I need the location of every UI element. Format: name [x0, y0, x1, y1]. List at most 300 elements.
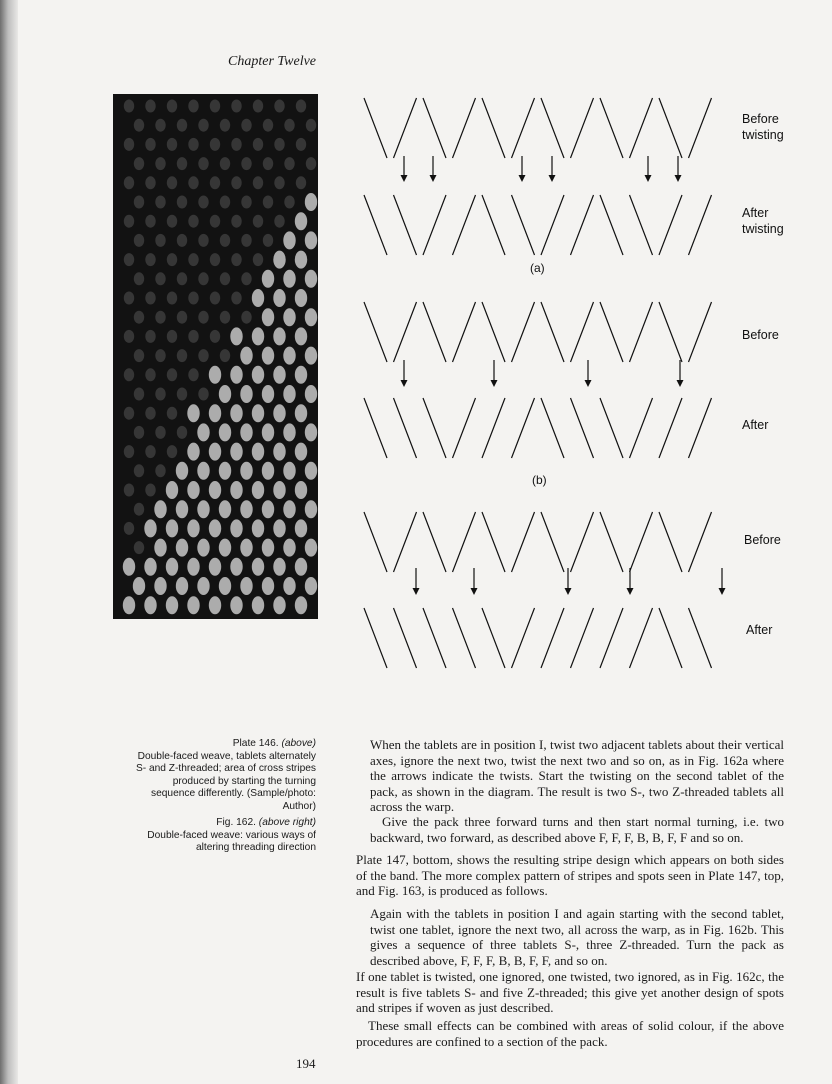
- weave-spot: [124, 330, 134, 343]
- weave-spot: [145, 484, 155, 497]
- weave-spot: [230, 404, 242, 422]
- weave-spot: [295, 404, 307, 422]
- weave-spot: [188, 215, 198, 228]
- thread-line: [453, 195, 476, 255]
- weave-spot: [145, 330, 155, 343]
- weave-spot: [134, 426, 144, 439]
- plate-label: Plate 146.: [232, 738, 279, 749]
- weave-spot: [145, 176, 155, 189]
- thread-line: [453, 302, 476, 362]
- weave-spot: [209, 596, 221, 614]
- weave-spot: [145, 292, 155, 305]
- thread-line: [423, 608, 446, 668]
- weave-spot: [253, 253, 263, 266]
- weave-spot: [145, 138, 155, 151]
- weave-spot: [210, 330, 220, 343]
- weave-spot: [262, 423, 274, 441]
- weave-spot: [231, 253, 241, 266]
- weave-spot: [177, 272, 187, 285]
- arrow-head: [645, 175, 652, 182]
- weave-spot: [295, 251, 307, 269]
- thread-line: [364, 398, 387, 458]
- weave-spot: [230, 443, 242, 461]
- weave-spot: [305, 347, 317, 365]
- thread-line: [423, 512, 446, 572]
- thread-line: [512, 195, 535, 255]
- weave-spot: [134, 388, 144, 401]
- sublabel-a: (a): [530, 261, 545, 275]
- weave-spot: [283, 539, 295, 557]
- plate-label-position: (above): [281, 738, 316, 749]
- thread-line: [689, 512, 712, 572]
- weave-spot: [305, 462, 317, 480]
- weave-spot: [198, 234, 208, 247]
- fig-label: Fig. 162.: [216, 817, 256, 828]
- weave-spot: [253, 100, 263, 113]
- caption-line: produced by starting the turning: [172, 775, 316, 787]
- woven-band-photo: [113, 94, 318, 619]
- weave-spot: [167, 100, 177, 113]
- weave-spot: [262, 270, 274, 288]
- thread-line: [689, 608, 712, 668]
- thread-line: [630, 195, 653, 255]
- weave-spot: [241, 311, 251, 324]
- weave-spot: [296, 100, 306, 113]
- weave-spot: [133, 577, 145, 595]
- weave-spot: [295, 558, 307, 576]
- weave-spot: [273, 251, 285, 269]
- weave-spot: [295, 212, 307, 230]
- weave-spot: [155, 311, 165, 324]
- weave-spot: [154, 500, 166, 518]
- arrow-head: [401, 175, 408, 182]
- thread-line: [512, 512, 535, 572]
- weave-spot: [176, 577, 188, 595]
- thread-line: [512, 608, 535, 668]
- page-number: 194: [296, 1056, 316, 1071]
- weave-spot: [124, 138, 134, 151]
- thread-line: [394, 608, 417, 668]
- weave-spot: [155, 426, 165, 439]
- weave-spot: [296, 176, 306, 189]
- weave-spot: [154, 539, 166, 557]
- weave-spot: [219, 500, 231, 518]
- weave-spot: [198, 157, 208, 170]
- weave-spot: [167, 368, 177, 381]
- caption-line: Double-faced weave: various ways of: [147, 829, 316, 841]
- weave-spot: [273, 443, 285, 461]
- thread-line: [453, 98, 476, 158]
- weave-spot: [295, 289, 307, 307]
- caption-line: Double-faced weave, tablets alternately: [137, 750, 316, 762]
- weave-spot: [305, 193, 317, 211]
- weave-spot: [231, 292, 241, 305]
- weave-spot: [144, 558, 156, 576]
- weave-spot: [134, 234, 144, 247]
- thread-line: [423, 195, 446, 255]
- weave-spot: [177, 196, 187, 209]
- weave-spot: [198, 388, 208, 401]
- weave-spot: [145, 445, 155, 458]
- weave-spot: [283, 500, 295, 518]
- thread-line: [512, 398, 535, 458]
- weave-spot: [283, 231, 295, 249]
- weave-spot: [283, 385, 295, 403]
- weave-spot: [134, 196, 144, 209]
- thread-line: [630, 512, 653, 572]
- weave-spot: [295, 327, 307, 345]
- arrow-head: [401, 380, 408, 387]
- weave-spot: [155, 119, 165, 132]
- weave-spot: [187, 481, 199, 499]
- weave-spot: [187, 596, 199, 614]
- label-after-a: After: [742, 206, 769, 220]
- weave-spot: [134, 349, 144, 362]
- thread-line: [571, 98, 594, 158]
- thread-line: [659, 512, 682, 572]
- weave-spot: [273, 481, 285, 499]
- weave-spot: [124, 522, 134, 535]
- weave-spot: [263, 196, 273, 209]
- weave-spot: [124, 407, 134, 420]
- weave-spot: [295, 481, 307, 499]
- weave-spot: [145, 253, 155, 266]
- weave-spot: [210, 138, 220, 151]
- weave-spot: [145, 368, 155, 381]
- weave-spot: [241, 119, 251, 132]
- weave-spot: [252, 327, 264, 345]
- weave-spot: [134, 503, 144, 516]
- threading-direction-diagram: [350, 88, 820, 688]
- weave-spot: [274, 100, 284, 113]
- thread-line: [600, 512, 623, 572]
- arrow-head: [491, 380, 498, 387]
- weave-spot: [167, 215, 177, 228]
- chapter-title: Chapter Twelve: [228, 54, 317, 69]
- weave-spot: [177, 349, 187, 362]
- thread-line: [453, 608, 476, 668]
- arrow-head: [471, 588, 478, 595]
- weave-spot: [252, 404, 264, 422]
- weave-spot: [188, 138, 198, 151]
- weave-spot: [177, 157, 187, 170]
- weave-spot: [231, 215, 241, 228]
- body-paragraph-6: These small effects can be combined with areas of solid colour, if the above procedures are confined to a section of the pack.: [356, 1018, 784, 1049]
- weave-spot: [219, 385, 231, 403]
- weave-spot: [252, 481, 264, 499]
- arrow-head: [413, 588, 420, 595]
- weave-spot: [262, 462, 274, 480]
- weave-spot: [210, 292, 220, 305]
- weave-spot: [295, 443, 307, 461]
- weave-spot: [252, 289, 264, 307]
- weave-spot: [262, 539, 274, 557]
- weave-spot: [124, 368, 134, 381]
- thread-line: [630, 98, 653, 158]
- thread-line: [630, 398, 653, 458]
- plate-146-caption: [104, 738, 316, 814]
- weave-spot: [295, 366, 307, 384]
- weave-spot: [134, 157, 144, 170]
- weave-spot: [230, 519, 242, 537]
- weave-spot: [197, 539, 209, 557]
- weave-spot: [210, 253, 220, 266]
- label-before-a: Before: [742, 112, 779, 126]
- thread-line: [482, 608, 505, 668]
- weave-spot: [134, 311, 144, 324]
- body-paragraph-3: Plate 147, bottom, shows the resulting stripe design which appears on both sides of the band. The more complex pattern of stripes and spots seen in Plate 147, top, and Fig. 163, is produced as follows.: [356, 852, 784, 898]
- weave-spot: [253, 138, 263, 151]
- weave-spot: [262, 500, 274, 518]
- body-paragraph-5: If one tablet is twisted, one ignored, one twisted, two ignored, as in Fig. 162c, the result is five tablets S- and five Z-threaded; this give yet another design of spots and stripes if woven as just described.: [356, 969, 784, 1015]
- weave-spot: [305, 308, 317, 326]
- weave-spot: [198, 272, 208, 285]
- thread-line: [659, 195, 682, 255]
- weave-spot: [167, 138, 177, 151]
- weave-spot: [155, 464, 165, 477]
- body-paragraph-1: When the tablets are in position I, twist two adjacent tablets about their vertical axes, ignore the next two, twist the next two and so on, as in Fig. 162a where the arrows indicate the twists. Start the twisting on the second tablet of the pack, as shown in the diagram. The result is two S-, two Z-threaded tablets all across the warp.: [370, 737, 784, 814]
- thread-line: [571, 195, 594, 255]
- weave-spot: [166, 558, 178, 576]
- weave-spot: [241, 272, 251, 285]
- thread-line: [482, 302, 505, 362]
- weave-spot: [134, 272, 144, 285]
- weave-spot: [220, 272, 230, 285]
- sublabel-b: (b): [532, 473, 547, 487]
- thread-line: [482, 98, 505, 158]
- weave-spot: [124, 253, 134, 266]
- thread-line: [659, 302, 682, 362]
- weave-spot: [154, 577, 166, 595]
- thread-line: [394, 302, 417, 362]
- weave-spot: [177, 426, 187, 439]
- thread-line: [482, 398, 505, 458]
- weave-spot: [188, 100, 198, 113]
- label-before-b: Before: [742, 328, 779, 342]
- weave-spot: [198, 119, 208, 132]
- thread-line: [659, 98, 682, 158]
- arrow-head: [675, 175, 682, 182]
- thread-line: [364, 98, 387, 158]
- thread-line: [600, 398, 623, 458]
- weave-spot: [197, 577, 209, 595]
- arrow-head: [549, 175, 556, 182]
- weave-spot: [167, 330, 177, 343]
- weave-spot: [145, 215, 155, 228]
- thread-line: [364, 512, 387, 572]
- weave-spot: [124, 100, 134, 113]
- thread-line: [600, 98, 623, 158]
- weave-spot: [230, 481, 242, 499]
- thread-line: [600, 302, 623, 362]
- thread-line: [364, 608, 387, 668]
- weave-spot: [231, 176, 241, 189]
- weave-spot: [305, 385, 317, 403]
- weave-spot: [197, 462, 209, 480]
- thread-line: [600, 608, 623, 668]
- weave-spot: [241, 234, 251, 247]
- label-after-b: After: [742, 418, 769, 432]
- weave-spot: [284, 157, 294, 170]
- arrow-head: [627, 588, 634, 595]
- arrow-head: [519, 175, 526, 182]
- weave-spot: [210, 176, 220, 189]
- thread-line: [394, 398, 417, 458]
- weave-spot: [124, 445, 134, 458]
- weave-spot: [283, 347, 295, 365]
- weave-spot: [209, 481, 221, 499]
- weave-spot: [188, 292, 198, 305]
- weave-spot: [231, 100, 241, 113]
- weave-spot: [220, 119, 230, 132]
- label-after-c: After: [746, 623, 773, 637]
- weave-spot: [231, 138, 241, 151]
- weave-spot: [240, 500, 252, 518]
- thread-line: [541, 608, 564, 668]
- weave-spot: [219, 577, 231, 595]
- weave-spot: [240, 577, 252, 595]
- weave-spot: [305, 270, 317, 288]
- fig-162-caption: [104, 817, 316, 855]
- weave-spot: [283, 308, 295, 326]
- weave-spot: [263, 119, 273, 132]
- weave-spot: [284, 196, 294, 209]
- thread-line: [571, 608, 594, 668]
- weave-spot: [273, 327, 285, 345]
- arrow-head: [719, 588, 726, 595]
- weave-spot: [219, 462, 231, 480]
- weave-spot: [187, 443, 199, 461]
- thread-line: [689, 302, 712, 362]
- weave-spot: [295, 596, 307, 614]
- weave-spot: [167, 407, 177, 420]
- caption-line: S- and Z-threaded; area of cross stripes: [135, 763, 316, 775]
- weave-spot: [273, 519, 285, 537]
- weave-spot: [188, 176, 198, 189]
- weave-spot: [230, 327, 242, 345]
- weave-spot: [220, 196, 230, 209]
- weave-spot: [306, 119, 316, 132]
- weave-spot: [273, 558, 285, 576]
- weave-spot: [198, 349, 208, 362]
- caption-line: sequence differently. (Sample/photo:: [151, 788, 316, 800]
- weave-spot: [134, 119, 144, 132]
- weave-spot: [283, 462, 295, 480]
- thread-line: [364, 195, 387, 255]
- caption-line: altering threading direction: [195, 842, 316, 854]
- weave-spot: [155, 157, 165, 170]
- fig-label-position: (above right): [258, 817, 316, 828]
- weave-spot: [155, 272, 165, 285]
- weave-spot: [241, 157, 251, 170]
- weave-spot: [274, 138, 284, 151]
- weave-spot: [188, 253, 198, 266]
- weave-spot: [219, 423, 231, 441]
- weave-spot: [262, 308, 274, 326]
- weave-spot: [198, 311, 208, 324]
- weave-spot: [220, 349, 230, 362]
- weave-spot: [197, 423, 209, 441]
- weave-spot: [240, 347, 252, 365]
- thread-line: [689, 98, 712, 158]
- weave-spot: [209, 366, 221, 384]
- weave-spot: [177, 119, 187, 132]
- weave-spot: [197, 500, 209, 518]
- weave-spot: [253, 215, 263, 228]
- weave-spot: [176, 500, 188, 518]
- thread-line: [453, 512, 476, 572]
- label-after-a-2: twisting: [742, 222, 784, 236]
- thread-line: [541, 398, 564, 458]
- thread-line: [571, 512, 594, 572]
- weave-spot: [262, 347, 274, 365]
- weave-spot: [209, 519, 221, 537]
- thread-line: [541, 195, 564, 255]
- weave-spot: [209, 558, 221, 576]
- thread-line: [423, 98, 446, 158]
- weave-spot: [220, 311, 230, 324]
- weave-spot: [252, 366, 264, 384]
- weave-spot: [177, 388, 187, 401]
- thread-line: [541, 512, 564, 572]
- weave-spot: [262, 385, 274, 403]
- weave-spot: [240, 423, 252, 441]
- thread-line: [394, 512, 417, 572]
- thread-line: [600, 195, 623, 255]
- weave-spot: [263, 234, 273, 247]
- weave-spot: [167, 292, 177, 305]
- weave-spot: [284, 119, 294, 132]
- weave-spot: [283, 270, 295, 288]
- thread-line: [571, 302, 594, 362]
- arrow-head: [585, 380, 592, 387]
- weave-spot: [220, 157, 230, 170]
- weave-spot: [209, 443, 221, 461]
- thread-line: [659, 398, 682, 458]
- weave-spot: [210, 100, 220, 113]
- weave-spot: [166, 481, 178, 499]
- thread-line: [541, 98, 564, 158]
- caption-line: Author): [282, 800, 316, 812]
- thread-line: [541, 302, 564, 362]
- thread-line: [423, 302, 446, 362]
- weave-spot: [273, 404, 285, 422]
- weave-spot: [145, 100, 155, 113]
- weave-spot: [273, 366, 285, 384]
- weave-spot: [252, 558, 264, 576]
- weave-spot: [176, 462, 188, 480]
- weave-spot: [124, 176, 134, 189]
- weave-spot: [177, 234, 187, 247]
- label-before-c: Before: [744, 533, 781, 547]
- weave-spot: [210, 215, 220, 228]
- weave-spot: [155, 234, 165, 247]
- weave-spot: [155, 388, 165, 401]
- weave-spot: [305, 423, 317, 441]
- thread-line: [453, 398, 476, 458]
- weave-spot: [144, 519, 156, 537]
- weave-spot: [230, 596, 242, 614]
- weave-spot: [274, 176, 284, 189]
- weave-spot: [167, 176, 177, 189]
- weave-spot: [253, 176, 263, 189]
- weave-spot: [262, 577, 274, 595]
- thread-line: [689, 398, 712, 458]
- weave-spot: [188, 330, 198, 343]
- weave-spot: [166, 519, 178, 537]
- weave-spot: [220, 234, 230, 247]
- weave-spot: [305, 577, 317, 595]
